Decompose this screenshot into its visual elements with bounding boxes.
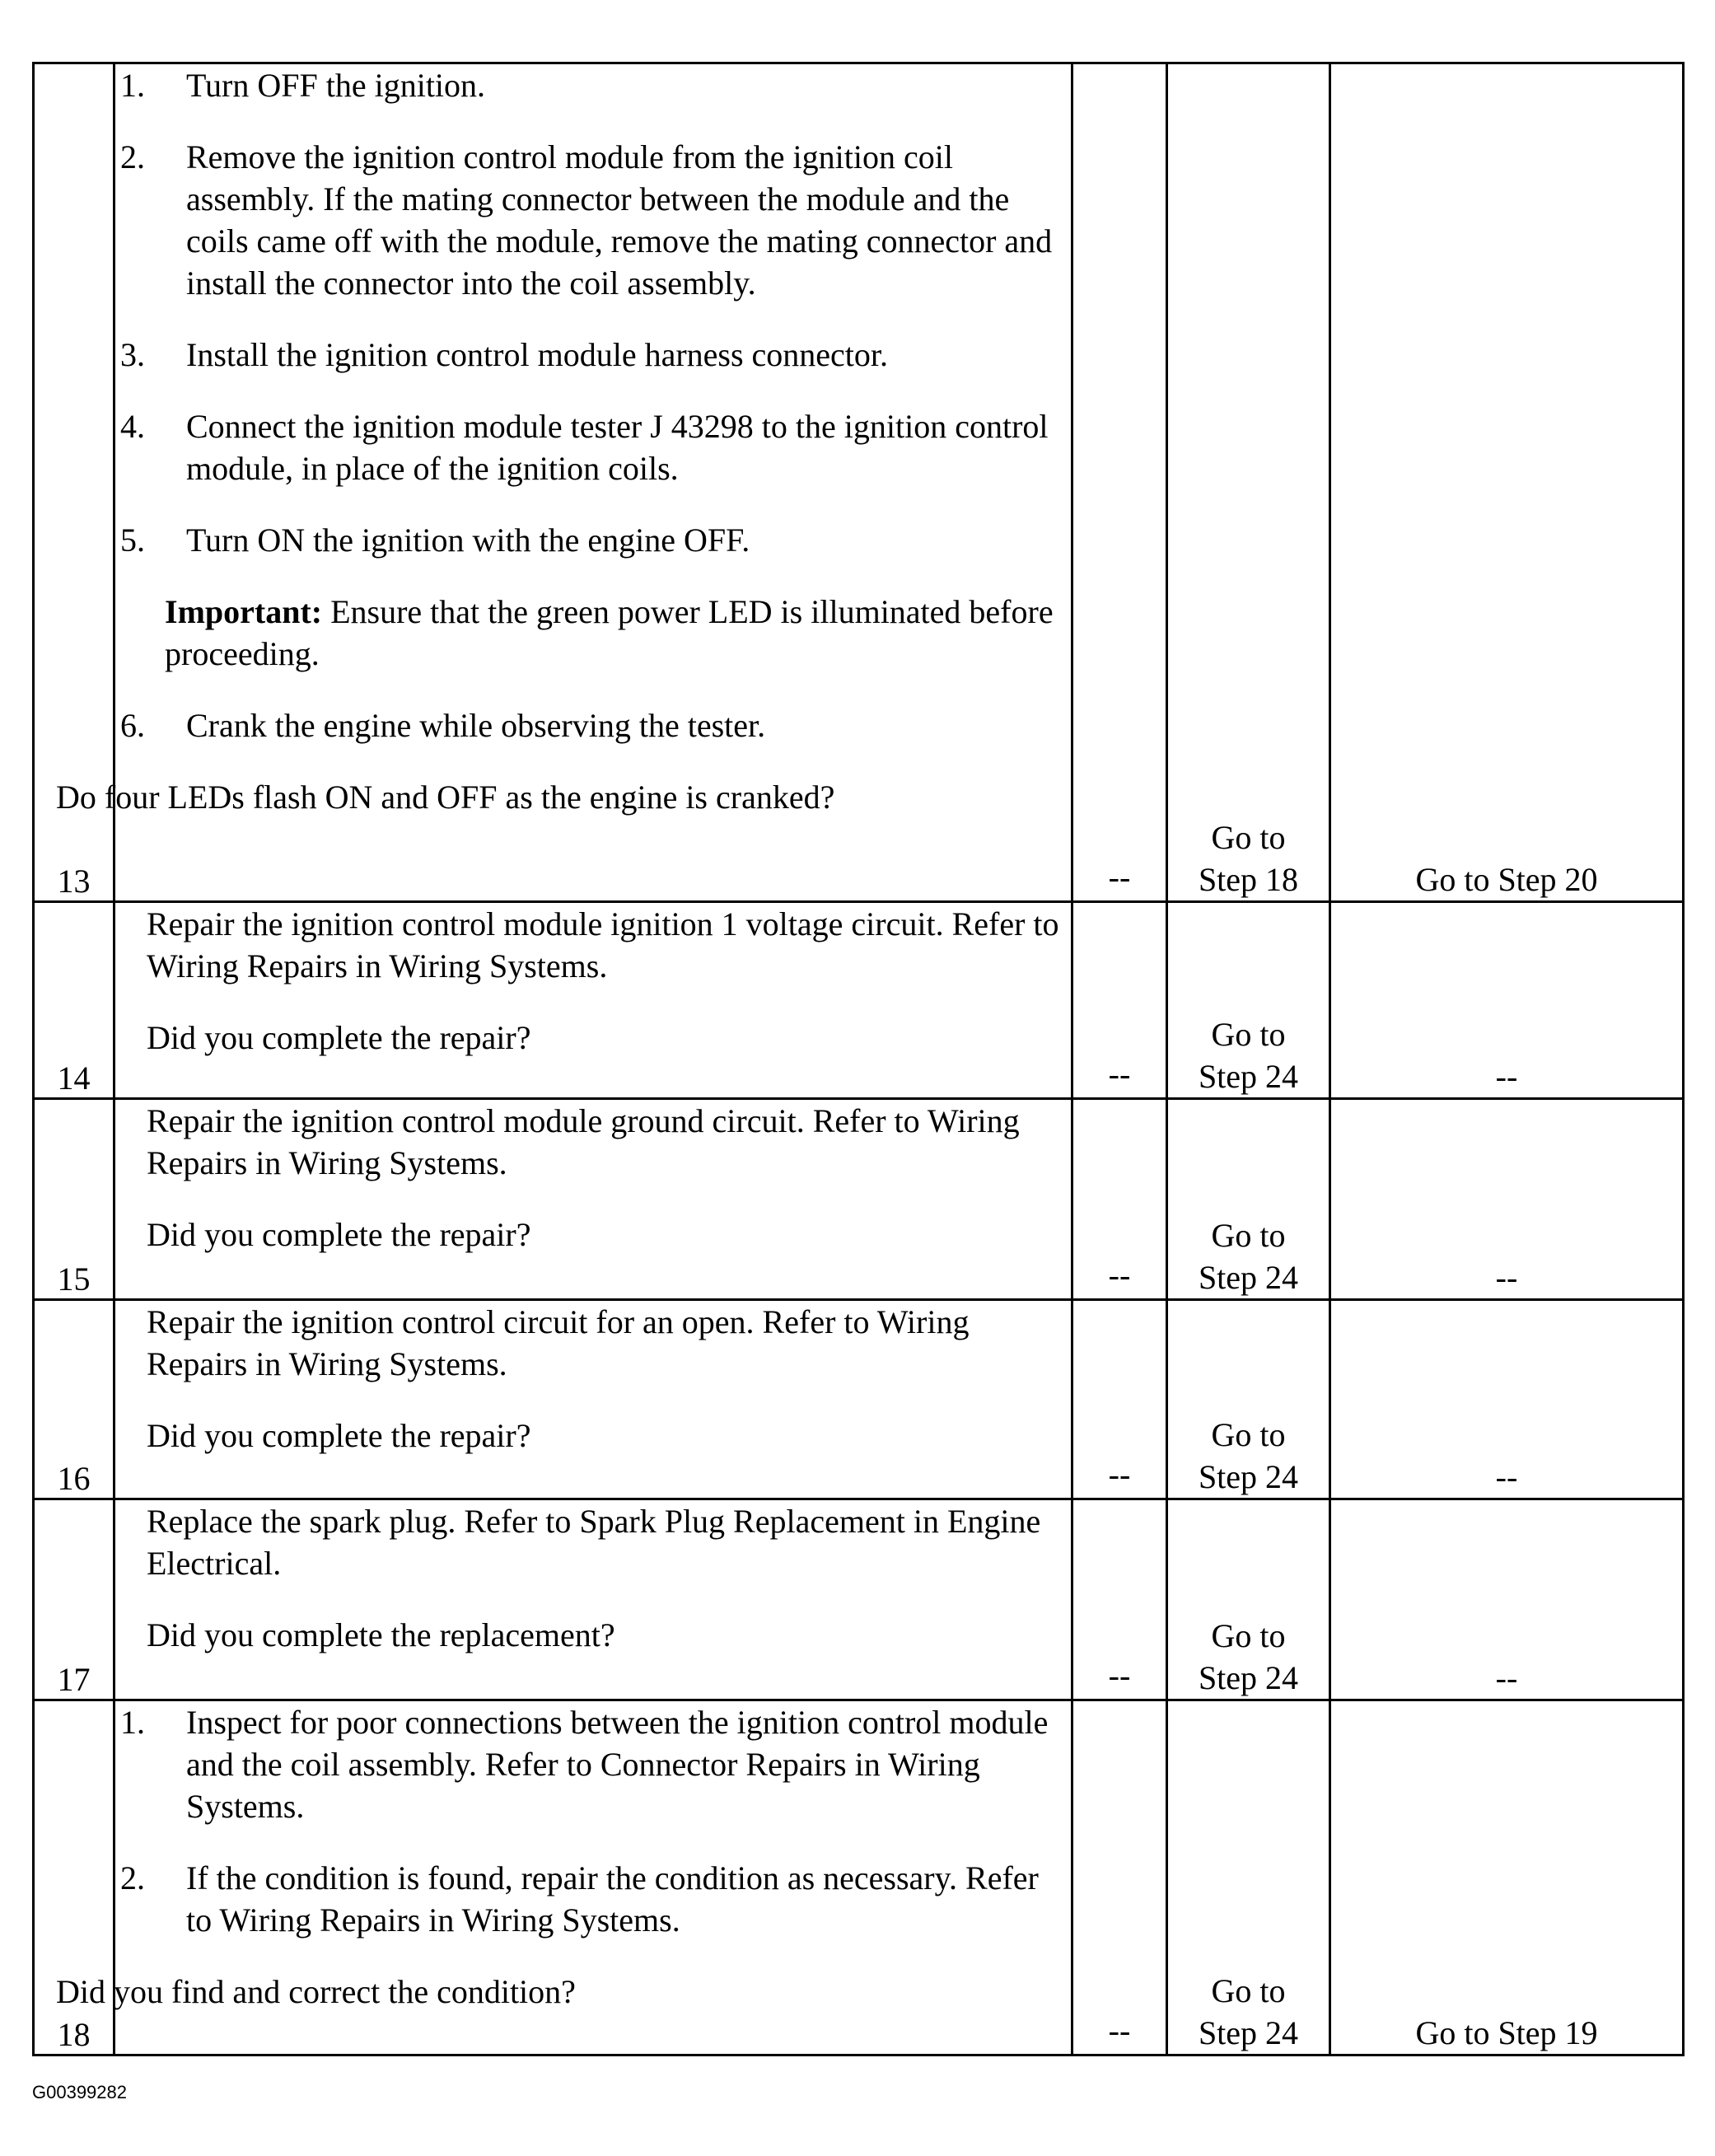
item-text: Install the ignition control module harness connector. [186, 336, 889, 373]
action-text: Replace the spark plug. Refer to Spark Plug Replacement in Engine Electrical. [147, 1503, 1041, 1582]
yes-cell: Go to Step 24 [1167, 1700, 1330, 2055]
action-text: Repair the ignition control module ground circuit. Refer to Wiring Repairs in Wiring Systems. [147, 1102, 1020, 1181]
no-cell: -- [1330, 902, 1684, 1099]
question-text: Did you find and correct the condition? [56, 1973, 576, 2010]
table-row [34, 1099, 1684, 1300]
list-item [25, 704, 1071, 746]
yes-cell: Go to Step 24 [1167, 1300, 1330, 1499]
yes-cell: Go to Step 24 [1167, 902, 1330, 1099]
no-cell: Go to Step 19 [1330, 1700, 1684, 2055]
step-number: 15 [34, 1099, 114, 1300]
yes-cell: Go to Step 18 [1167, 63, 1330, 902]
value-cell: -- [1072, 1099, 1167, 1300]
item-number: 2. [120, 1859, 145, 1896]
yes-cell: Go to Step 24 [1167, 1499, 1330, 1700]
table-row [34, 1700, 1684, 2055]
value-cell: -- [1072, 902, 1167, 1099]
item-number: 1. [120, 67, 145, 104]
important-label: Important: [165, 593, 323, 630]
item-number: 1. [120, 1704, 145, 1741]
table-row [34, 63, 1684, 902]
item-text: Inspect for poor connections between the ignition control module and the coil assembly. Refer to Connector Repairs in Wiring Systems. [186, 1704, 1049, 1825]
item-text: If the condition is found, repair the condition as necessary. Refer to Wiring Repairs in Wiring Systems. [186, 1859, 1039, 1939]
step-number: 13 [34, 63, 114, 902]
value-cell: -- [1072, 63, 1167, 902]
value-cell: -- [1072, 1700, 1167, 2055]
value-cell: -- [1072, 1499, 1167, 1700]
step-number: 14 [34, 902, 114, 1099]
value-cell: -- [1072, 1300, 1167, 1499]
action-cell [114, 1300, 1072, 1499]
item-number: 4. [120, 408, 145, 445]
important-note [165, 591, 1071, 675]
no-cell: -- [1330, 1300, 1684, 1499]
action-cell [114, 902, 1072, 1099]
item-number: 5. [120, 521, 145, 559]
item-number: 2. [120, 138, 145, 175]
item-text: Remove the ignition control module from the ignition coil assembly. If the mating connector between the module and the coils came off with the module, remove the mating connector and install the connector into the coil assembly. [186, 138, 1053, 302]
list-item [25, 334, 1071, 376]
list-item [25, 1701, 1071, 1827]
no-cell: Go to Step 20 [1330, 63, 1684, 902]
list-item [25, 64, 1071, 106]
question-text: Do four LEDs flash ON and OFF as the engine is cranked? [56, 779, 835, 816]
table-row [34, 902, 1684, 1099]
item-text: Connect the ignition module tester J 43298 to the ignition control module, in place of the ignition coils. [186, 408, 1049, 487]
action-cell [114, 1099, 1072, 1300]
step-number: 18 [34, 1700, 114, 2055]
question-text: Did you complete the repair? [147, 1417, 531, 1454]
item-text: Turn ON the ignition with the engine OFF. [186, 521, 750, 559]
yes-cell: Go to Step 24 [1167, 1099, 1330, 1300]
question-text: Did you complete the repair? [147, 1216, 531, 1253]
table-row [34, 1300, 1684, 1499]
list-item [25, 519, 1071, 561]
step-number: 16 [34, 1300, 114, 1499]
item-number: 3. [120, 336, 145, 373]
action-cell [114, 1499, 1072, 1700]
list-item [25, 1857, 1071, 1941]
question-text: Did you complete the replacement? [147, 1616, 615, 1653]
no-cell: -- [1330, 1499, 1684, 1700]
action-text: Repair the ignition control module ignition 1 voltage circuit. Refer to Wiring Repairs in Wiring Systems. [147, 905, 1059, 984]
no-cell: -- [1330, 1099, 1684, 1300]
important-text: Ensure that the green power LED is illuminated before proceeding. [165, 593, 1054, 672]
question-text: Did you complete the repair? [147, 1019, 531, 1056]
item-number: 6. [120, 707, 145, 744]
action-text: Repair the ignition control circuit for an open. Refer to Wiring Repairs in Wiring Systems. [147, 1303, 970, 1382]
step-number: 17 [34, 1499, 114, 1700]
item-text: Crank the engine while observing the tester. [186, 707, 766, 744]
figure-id: G00399282 [32, 2082, 127, 2102]
diagnostic-table [32, 62, 1685, 2056]
table-row [34, 1499, 1684, 1700]
list-item [25, 136, 1071, 304]
list-item [25, 405, 1071, 489]
item-text: Turn OFF the ignition. [186, 67, 486, 104]
